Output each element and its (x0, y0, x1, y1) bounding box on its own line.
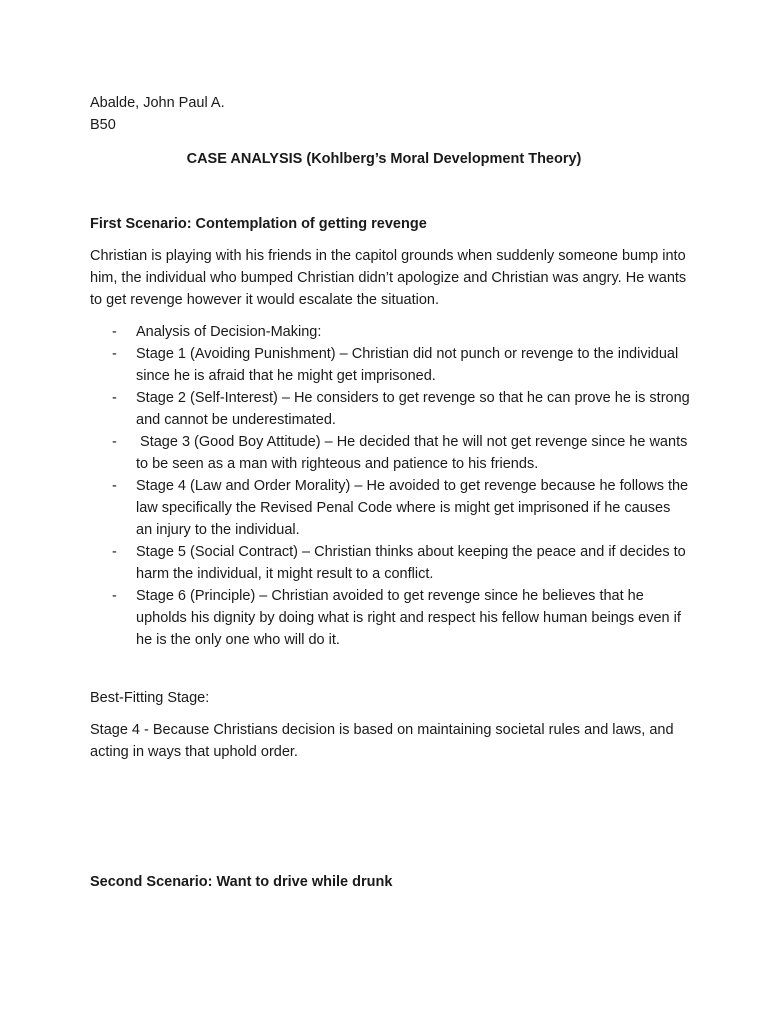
scenario-2-heading: Second Scenario: Want to drive while drunk (90, 874, 393, 890)
stage-analysis-list (90, 321, 690, 651)
list-item (90, 431, 690, 475)
list-item (90, 343, 690, 387)
scenario-1-paragraph: Christian is playing with his friends in the capitol grounds when suddenly someone bump into him, the individual who bumped Christian didn’t apologize and Christian was angry. He wants to get revenge however it would escalate the situation. (90, 248, 687, 308)
list-item-text: Stage 2 (Self-Interest) – He considers to get revenge so that he can prove he is strong and cannot be underestimated. (136, 390, 690, 428)
list-item-text: Stage 3 (Good Boy Attitude) – He decided that he will not get revenge since he wants to be seen as a man with righteous and patience to his friends. (136, 434, 692, 472)
bullet-dash: - (112, 346, 117, 362)
list-item (90, 321, 690, 343)
list-item-text: Stage 6 (Principle) – Christian avoided to get revenge since he believes that he upholds his dignity by doing what is right and respect his fellow human beings even if he is the only one who will do it. (136, 588, 681, 648)
list-item-text: Analysis of Decision-Making: (136, 324, 322, 340)
scenario-1-heading: First Scenario: Contemplation of getting revenge (90, 216, 427, 232)
author-name: Abalde, John Paul A. (90, 95, 225, 111)
bullet-dash: - (112, 544, 117, 560)
list-item-text: Stage 5 (Social Contract) – Christian thinks about keeping the peace and if decides to harm the individual, it might result to a conflict. (136, 544, 686, 582)
list-item (90, 541, 690, 585)
best-fit-label: Best-Fitting Stage: (90, 690, 210, 706)
bullet-dash: - (112, 324, 117, 340)
bullet-dash: - (112, 390, 117, 406)
list-item-text: Stage 1 (Avoiding Punishment) – Christian did not punch or revenge to the individual since he is afraid that he might get imprisoned. (136, 346, 679, 384)
bullet-dash: - (112, 478, 117, 494)
bullet-dash: - (112, 434, 117, 450)
list-item-text: Stage 4 (Law and Order Morality) – He avoided to get revenge because he follows the law specifically the Revised Penal Code where is might get imprisoned if he causes an injury to the individual. (136, 478, 689, 538)
list-item (90, 387, 690, 431)
list-item (90, 475, 690, 541)
best-fit-text: Stage 4 - Because Christians decision is based on maintaining societal rules and laws, and acting in ways that uphold order. (90, 722, 674, 760)
bullet-dash: - (112, 588, 117, 604)
list-item (90, 585, 690, 651)
section-code: B50 (90, 117, 116, 133)
document-title: CASE ANALYSIS (Kohlberg’s Moral Development Theory) (186, 151, 582, 167)
